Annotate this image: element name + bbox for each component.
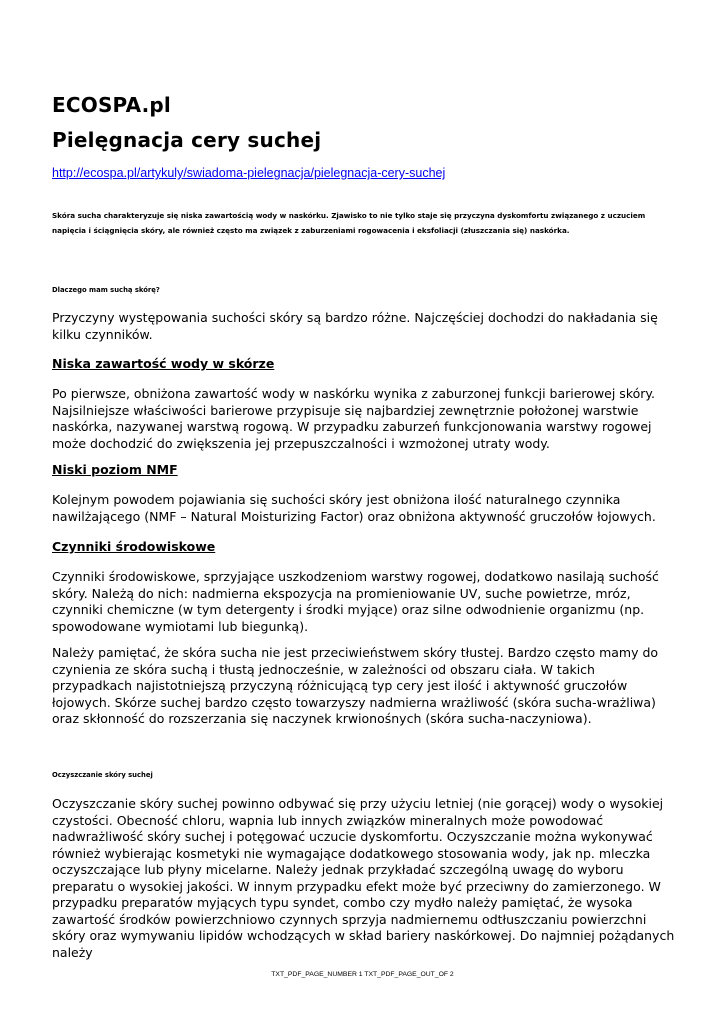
section-heading-cleansing: Oczyszczanie skóry suchej: [52, 771, 153, 779]
article-url-link[interactable]: http://ecospa.pl/artykuly/swiadoma-pielegnacja/pielegnacja-cery-suchej: [52, 166, 446, 180]
intro-paragraph: Przyczyny występowania suchości skóry są bardzo różne. Najczęściej dochodzi do nakładania się kilku czynników.: [52, 310, 658, 342]
section-heading-why: Dlaczego mam suchą skórę?: [52, 286, 160, 294]
environment-paragraph: Czynniki środowiskowe, sprzyjające uszkodzeniom warstwy rogowej, dodatkowo nasilają suchość skóry. Należą do nich: nadmierna ekspozycja na promieniowanie UV, suche powietrze, mróz, czynniki chemiczne (w tym detergenty i środki myjące) oraz silne odwodnienie organizmu (np. spowodowane wymiotami lub biegunką).: [52, 569, 659, 634]
subheading-nmf: Niski poziom NMF: [52, 462, 178, 477]
note-paragraph: Należy pamiętać, że skóra sucha nie jest przeciwieństwem skóry tłustej. Bardzo często mamy do czynienia ze skóra suchą i tłustą jednocześnie, w zależności od obszaru ciała. W takich przypadkach najistotniejszą przyczyną różnicującą typ cery jest ilość i aktywność gruczołów łojowych. Skórze suchej bardzo często towarzyszy nadmierna wrażliwość (skóra sucha-wrażliwa) oraz skłonność do rozszerzania się naczynek krwionośnych (skóra sucha-naczyniowa).: [52, 645, 659, 726]
site-title: ECOSPA.pl: [52, 93, 171, 117]
article-title: Pielęgnacja cery suchej: [52, 128, 322, 152]
cleansing-paragraph: Oczyszczanie skóry suchej powinno odbywać się przy użyciu letniej (nie gorącej) wody o wysokiej czystości. Obecność chloru, wapnia lub innych związków mineralnych może powodować nadwrażliwość skóry suchej i potęgować uczucie dyskomfortu. Oczyszczanie można wykonywać również wybierając kosmetyki nie wymagające dodatkowego stosowania wody, jak np. mleczka oczyszczające lub płyny micelarne. Należy jednak przykładać szczególną uwagę do wyboru preparatu o wysokiej jakości. W innym przypadku efekt może być przeciwny do zamierzonego. W przypadku preparatów myjących typu syndet, combo czy mydło należy pamiętać, że wysoka zawartość środków powierzchniowo czynnych sprzyja nadmiernemu odtłuszczaniu powierzchni skóry oraz wymywaniu lipidów wchodzących w skład bariery naskórkowej. Do najmniej pożądanych należy: [52, 796, 675, 960]
subheading-environment: Czynniki środowiskowe: [52, 539, 216, 554]
low-water-paragraph: Po pierwsze, obniżona zawartość wody w naskórku wynika z zaburzonej funkcji barierowej skóry. Najsilniejsze właściwości barierowe przypisuje się najbardziej zewnętrznie położonej warstwie naskórka, nazywanej warstwą rogową. W przypadku zaburzeń funkcjonowania warstwy rogowej może dochodzić do zwiększenia jej przepuszczalności i wzmożonej utraty wody.: [52, 386, 655, 451]
subheading-low-water: Niska zawartość wody w skórze: [52, 356, 275, 371]
lead-paragraph: Skóra sucha charakteryzuje się niska zawartością wody w naskórku. Zjawisko to nie tylko staje się przyczyna dyskomfortu związanego z uczuciem napięcia i ściągnięcia skóry, ale również często ma związek z zaburzeniami rogowacenia i eksfoliacji (złuszczania się) naskórka.: [52, 211, 646, 235]
nmf-paragraph: Kolejnym powodem pojawiania się suchości skóry jest obniżona ilość naturalnego czynnika nawilżającego (NMF – Natural Moisturizing Factor) oraz obniżona aktywność gruczołów łojowych.: [52, 492, 656, 524]
page-footer: TXT_PDF_PAGE_NUMBER 1 TXT_PDF_PAGE_OUT_OF 2: [271, 971, 454, 978]
